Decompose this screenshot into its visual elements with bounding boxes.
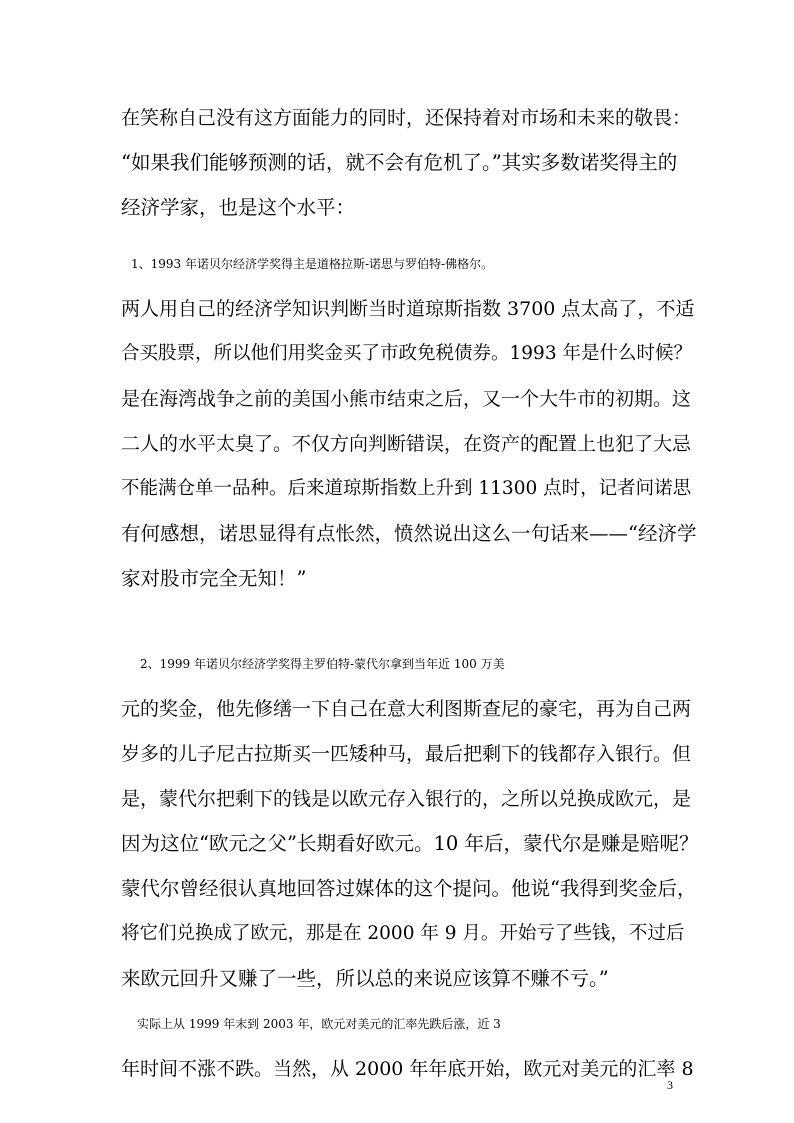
text-line: 年时间不涨不跌。当然，从 2000 年年底开始，欧元对美元的汇率 8 xyxy=(121,1058,694,1080)
text-line: 2、1999 年诺贝尔经济学奖得主罗伯特-蒙代尔拿到当年近 100 万美 xyxy=(140,657,505,671)
text-line: 因为这位“欧元之父”长期看好欧元。10 年后，蒙代尔是赚是赔呢？ xyxy=(121,832,699,855)
text-line: 合买股票，所以他们用奖金买了市政免税债券。1993 年是什么时候？ xyxy=(121,343,692,364)
text-line: 元的奖金，他先修缮一下自己在意大利图斯查尼的豪宅，再为自己两 xyxy=(121,698,692,720)
text-line: 1、1993 年诺贝尔经济学奖得主是道格拉斯-诺思与罗伯特-佛格尔。 xyxy=(131,257,494,271)
text-line: “如果我们能够预测的话，就不会有危机了。”其实多数诺奖得主的 xyxy=(121,151,678,174)
page-number: 3 xyxy=(667,1078,673,1092)
text-line: 实际上从 1999 年末到 2003 年，欧元对美元的汇率先跌后涨，近 3 xyxy=(137,1017,501,1031)
text-line: 经济学家，也是这个水平： xyxy=(121,196,356,219)
text-line: 来欧元回升又赚了一些，所以总的来说应该算不赚不亏。” xyxy=(121,967,609,990)
text-line: 二人的水平太臭了。不仅方向判断错误，在资产的配置上也犯了大忌 xyxy=(121,433,692,455)
text-line: 两人用自己的经济学知识判断当时道琼斯指数 3700 点太高了，不适 xyxy=(121,298,695,320)
text-line: 岁多的儿子尼古拉斯买一匹矮种马，最后把剩下的钱都存入银行。但 xyxy=(121,743,692,765)
text-line: 蒙代尔曾经很认真地回答过媒体的这个提问。他说“我得到奖金后， xyxy=(121,877,697,900)
text-line: 是，蒙代尔把剩下的钱是以欧元存入银行的，之所以兑换成欧元，是 xyxy=(121,788,692,810)
text-line: 家对股市完全无知！” xyxy=(121,567,307,590)
text-line: 是在海湾战争之前的美国小熊市结束之后，又一个大牛市的初期。这 xyxy=(121,388,692,410)
text-line: 将它们兑换成了欧元，那是在 2000 年 9 月。开始亏了些钱，不过后 xyxy=(121,923,685,944)
text-line: 不能满仓单一品种。后来道琼斯指数上升到 11300 点时，记者问诺思 xyxy=(121,478,692,499)
text-line: 有何感想，诺思显得有点怅然，愤然说出这么一句话来——“经济学 xyxy=(121,522,697,545)
text-line: 在笑称自己没有这方面能力的同时，还保持着对市场和未来的敬畏： xyxy=(121,107,692,129)
